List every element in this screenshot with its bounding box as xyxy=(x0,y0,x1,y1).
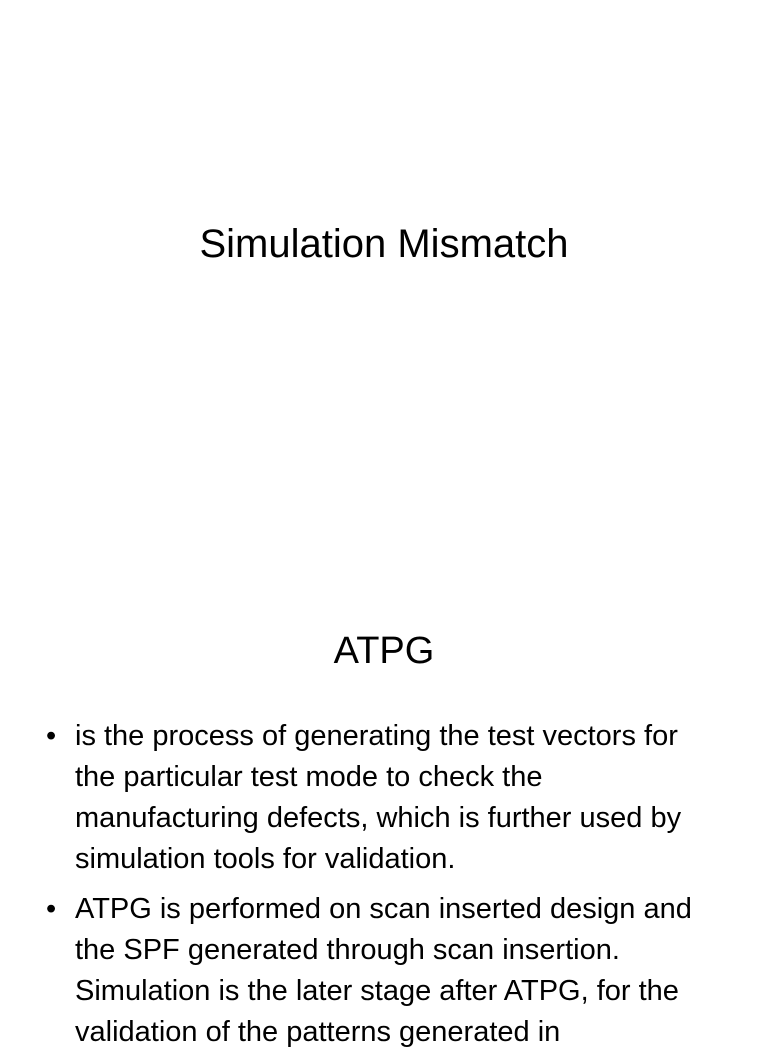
section-heading: ATPG xyxy=(333,630,435,672)
bullet-icon: • xyxy=(46,893,57,925)
bullet-icon: • xyxy=(46,720,57,752)
bullet-item xyxy=(46,889,726,1053)
slide-title: Simulation Mismatch xyxy=(199,222,569,266)
bullet-item xyxy=(46,716,726,880)
bullet-list xyxy=(46,716,726,1062)
bullet-text: ATPG is performed on scan inserted design and the SPF generated through scan insertion. Simulation is the later stage after ATPG, for the validation of the patterns generated in xyxy=(75,893,692,1048)
bullet-text: is the process of generating the test vectors for the particular test mode to check the manufacturing defects, which is further used by simulation tools for validation. xyxy=(75,720,682,875)
